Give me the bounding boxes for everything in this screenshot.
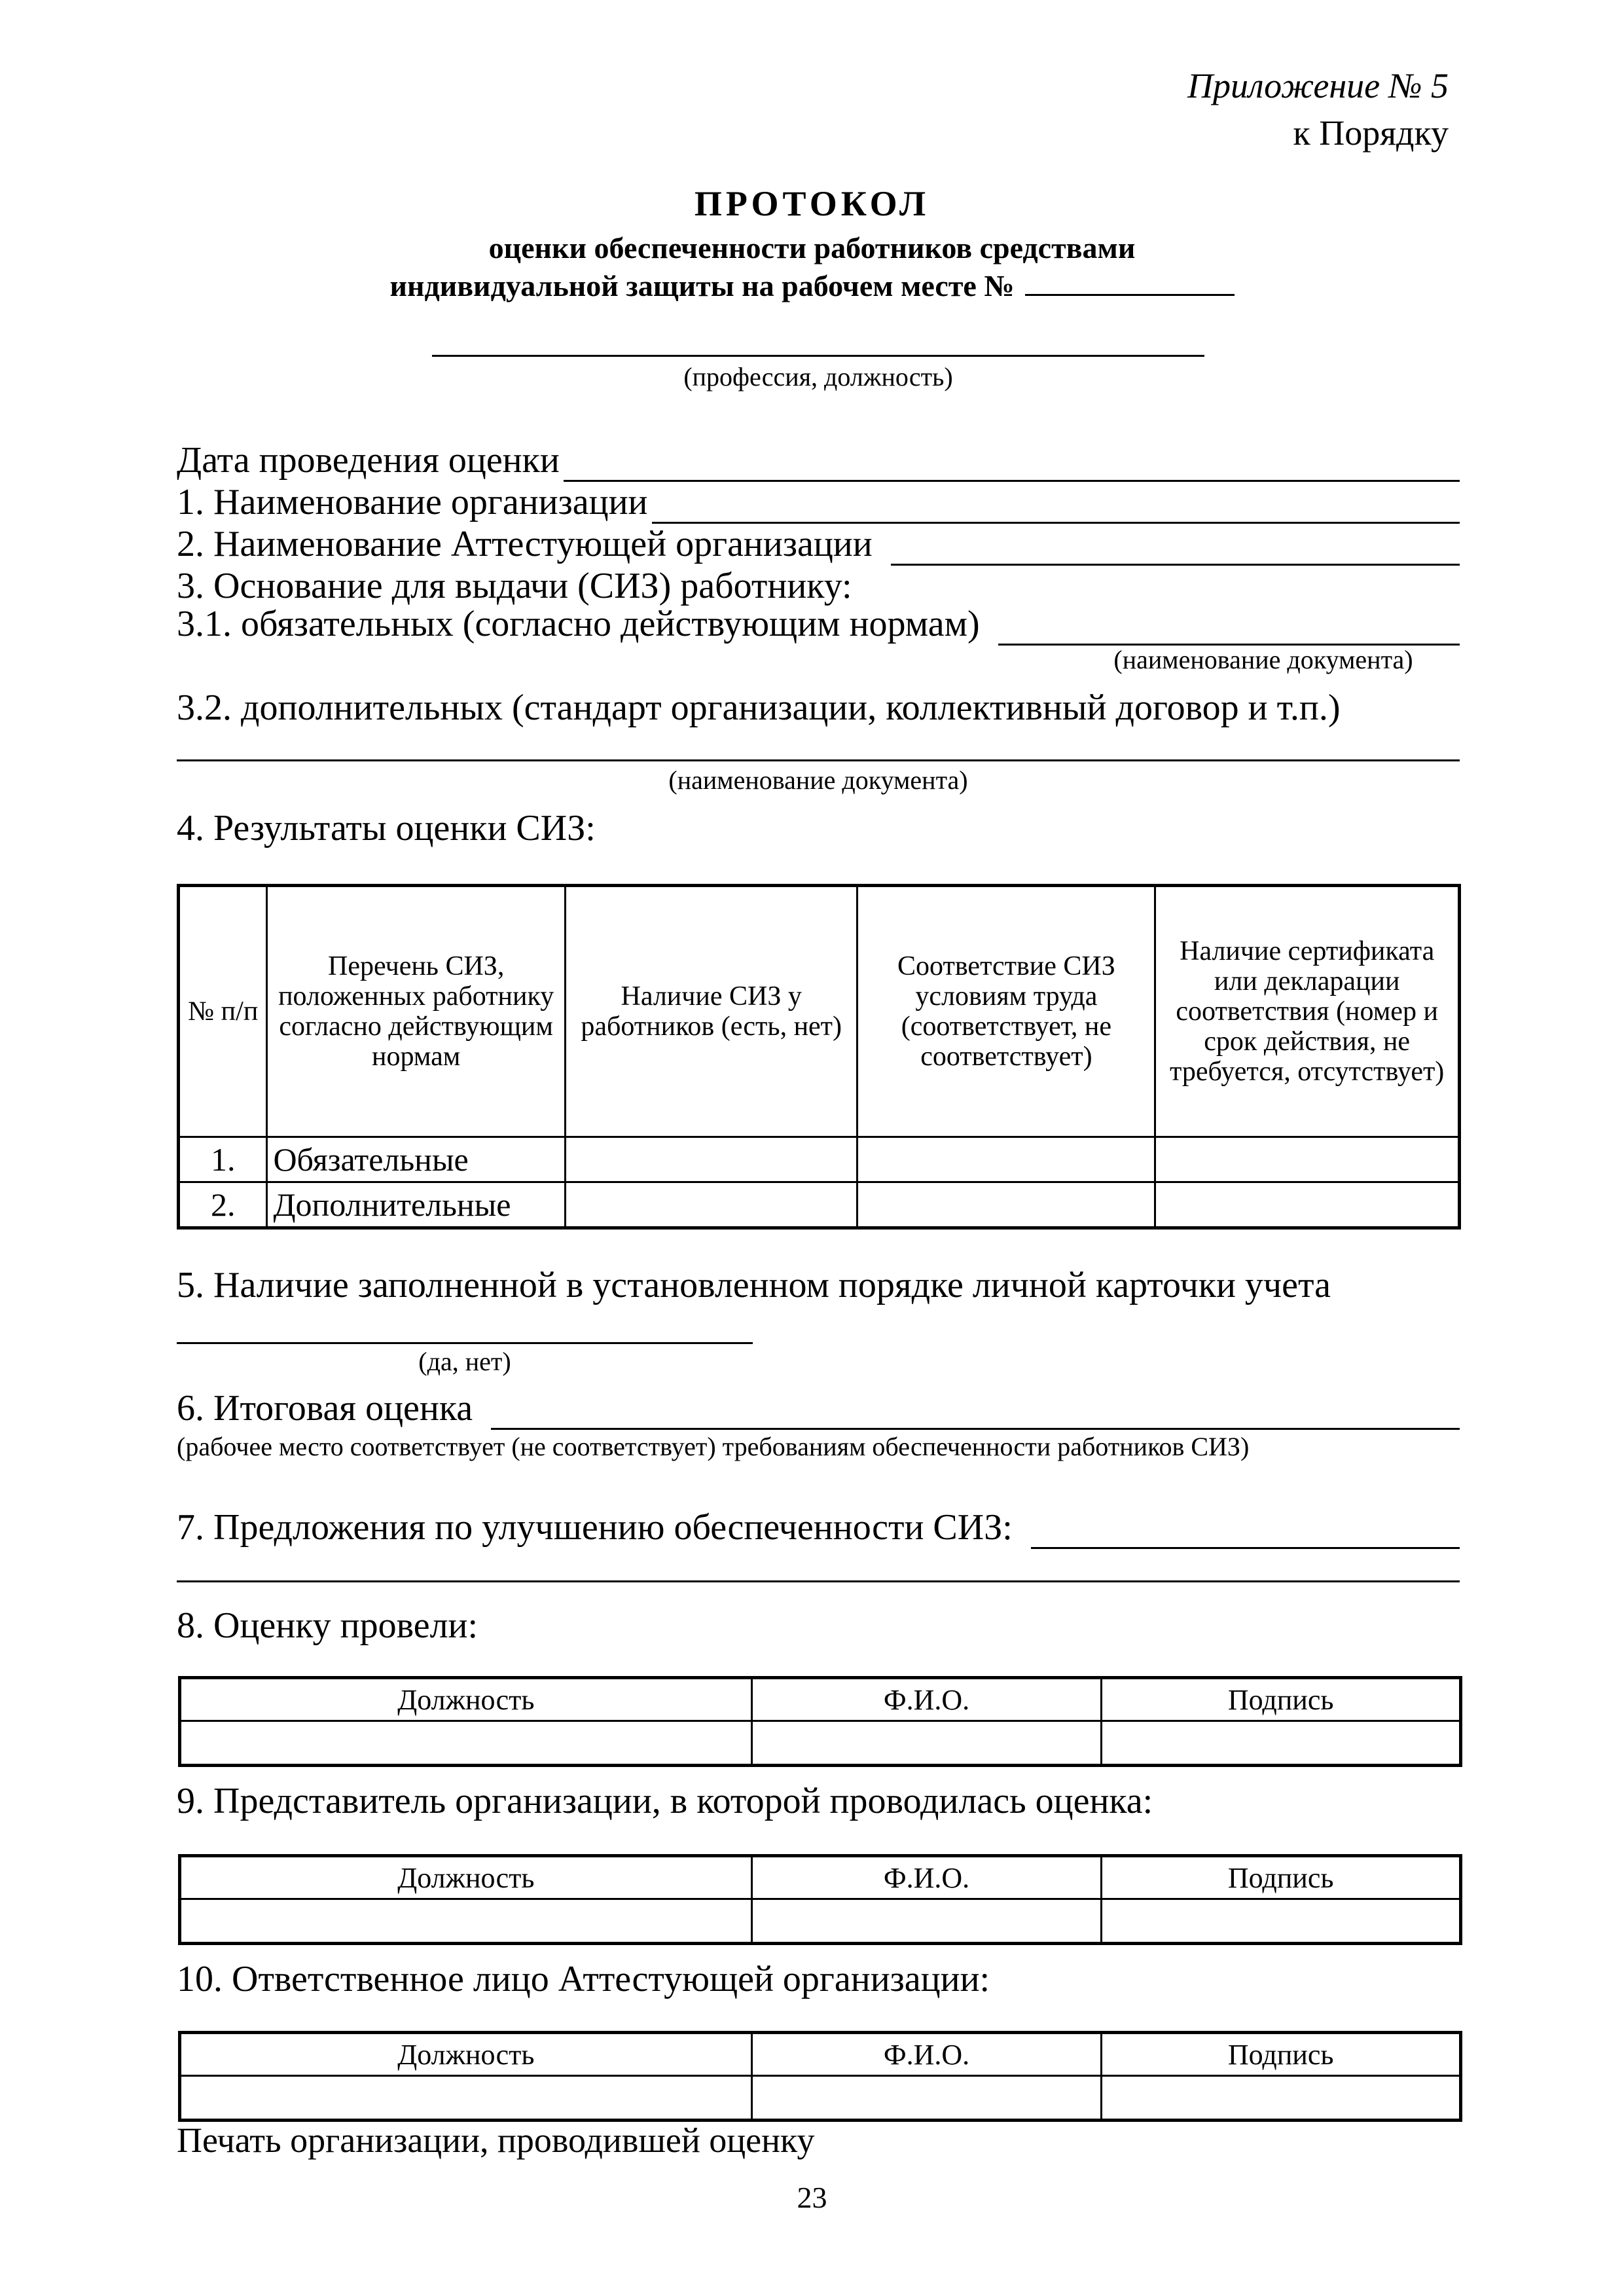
mandatory-label: 3.1. обязательных (согласно действующим нормам) <box>177 604 980 644</box>
section-8-row <box>177 1604 1460 1647</box>
final-assessment-field[interactable] <box>491 1394 1460 1430</box>
annex-order: к Порядку <box>1293 113 1449 153</box>
mandatory-row <box>177 602 1460 646</box>
signature-header-row <box>180 2033 1461 2076</box>
results-row <box>177 807 1460 850</box>
signature-row <box>180 1721 1461 1766</box>
document-subtitle <box>0 229 1624 305</box>
mandatory-doc-caption: (наименование документа) <box>1113 645 1413 674</box>
attest-responsible-signature-table <box>178 2031 1462 2122</box>
document-title: ПРОТОКОЛ <box>694 184 930 223</box>
proposals-field[interactable] <box>1031 1513 1460 1549</box>
signature-header-row <box>180 1856 1461 1899</box>
full-name-cell[interactable] <box>751 1899 1102 1944</box>
header-number: № п/п <box>179 886 267 1137</box>
results-label: 4. Результаты оценки СИЗ: <box>177 808 596 848</box>
section-8-label: 8. Оценку провели: <box>177 1605 478 1646</box>
section-10-row <box>177 1958 1460 2001</box>
position-cell[interactable] <box>180 1899 752 1944</box>
additional-doc-caption: (наименование документа) <box>668 765 968 795</box>
compliance-cell[interactable] <box>857 1182 1155 1228</box>
compliance-cell[interactable] <box>857 1137 1155 1182</box>
org-field[interactable] <box>652 488 1460 524</box>
section-6-note: (рабочее место соответствует (не соответствует) требованиям обеспеченности работников СИЗ) <box>177 1432 1250 1461</box>
header-signature: Подпись <box>1102 2033 1461 2076</box>
section-9-label: 9. Представитель организации, в которой проводилась оценка: <box>177 1781 1153 1821</box>
workplace-number-field[interactable] <box>1025 268 1235 296</box>
attest-org-field[interactable] <box>891 530 1460 566</box>
signature-row <box>180 2076 1461 2121</box>
availability-cell[interactable] <box>565 1137 857 1182</box>
subtitle-line-1: оценки обеспеченности работников средствами <box>488 231 1136 264</box>
section-5-row <box>177 1264 1460 1307</box>
header-certificate: Наличие сертификата или декларации соответствия (номер и срок действия, не требуется, отсутствует) <box>1155 886 1460 1137</box>
attest-org-row <box>177 522 1460 566</box>
date-field[interactable] <box>564 446 1460 482</box>
signature-cell[interactable] <box>1102 1721 1461 1766</box>
certificate-cell[interactable] <box>1155 1182 1460 1228</box>
stamp-label: Печать организации, проводившей оценку <box>177 2121 815 2160</box>
attest-org-label: 2. Наименование Аттестующей организации <box>177 524 873 564</box>
table-row <box>179 1182 1460 1228</box>
position-cell[interactable] <box>180 2076 752 2121</box>
header-full-name: Ф.И.О. <box>751 2033 1102 2076</box>
header-position: Должность <box>180 1856 752 1899</box>
availability-cell[interactable] <box>565 1182 857 1228</box>
basis-row <box>177 564 1460 608</box>
section-7-row <box>177 1506 1460 1549</box>
proposals-field-continued[interactable] <box>177 1580 1460 1582</box>
section-6-label: 6. Итоговая оценка <box>177 1388 473 1429</box>
section-7-label: 7. Предложения по улучшению обеспеченности СИЗ: <box>177 1507 1013 1548</box>
section-5-label: 5. Наличие заполненной в установленном порядке личной карточки учета <box>177 1265 1331 1305</box>
additional-doc-field[interactable] <box>177 759 1460 761</box>
signature-cell[interactable] <box>1102 2076 1461 2121</box>
position-cell[interactable] <box>180 1721 752 1766</box>
profession-field[interactable] <box>432 355 1204 357</box>
page-number: 23 <box>797 2181 827 2214</box>
row-number: 1. <box>179 1137 267 1182</box>
header-signature: Подпись <box>1102 1678 1461 1721</box>
signature-header-row <box>180 1678 1461 1721</box>
full-name-cell[interactable] <box>751 2076 1102 2121</box>
results-table <box>177 884 1461 1230</box>
date-label: Дата проведения оценки <box>177 440 560 481</box>
certificate-cell[interactable] <box>1155 1137 1460 1182</box>
header-ppe-availability: Наличие СИЗ у работников (есть, нет) <box>565 886 857 1137</box>
basis-label: 3. Основание для выдачи (СИЗ) работнику: <box>177 566 852 606</box>
date-row <box>177 439 1460 482</box>
row-number: 2. <box>179 1182 267 1228</box>
header-ppe-list: Перечень СИЗ, положенных работнику согласно действующим нормам <box>267 886 566 1137</box>
header-full-name: Ф.И.О. <box>751 1856 1102 1899</box>
profession-caption: (профессия, должность) <box>683 362 953 392</box>
yes-no-caption: (да, нет) <box>418 1347 511 1376</box>
personal-card-field[interactable] <box>177 1342 753 1344</box>
org-row <box>177 481 1460 524</box>
header-signature: Подпись <box>1102 1856 1461 1899</box>
annex-number: Приложение № 5 <box>1187 66 1449 105</box>
signature-cell[interactable] <box>1102 1899 1461 1944</box>
header-position: Должность <box>180 1678 752 1721</box>
row-name: Обязательные <box>267 1137 566 1182</box>
org-representative-signature-table <box>178 1854 1462 1945</box>
additional-label: 3.2. дополнительных (стандарт организации, коллективный договор и т.п.) <box>177 687 1341 728</box>
signature-row <box>180 1899 1461 1944</box>
full-name-cell[interactable] <box>751 1721 1102 1766</box>
mandatory-doc-field[interactable] <box>998 610 1460 646</box>
table-row <box>179 1137 1460 1182</box>
results-header-row <box>179 886 1460 1137</box>
section-6-row <box>177 1387 1460 1430</box>
assessors-signature-table <box>178 1676 1462 1767</box>
org-label: 1. Наименование организации <box>177 482 648 522</box>
section-9-row <box>177 1779 1460 1823</box>
section-10-label: 10. Ответственное лицо Аттестующей организации: <box>177 1959 990 1999</box>
header-ppe-compliance: Соответствие СИЗ условиям труда (соответствует, не соответствует) <box>857 886 1155 1137</box>
header-position: Должность <box>180 2033 752 2076</box>
subtitle-line-2: индивидуальной защиты на рабочем месте № <box>389 269 1015 302</box>
annex-reference <box>1187 62 1449 156</box>
row-name: Дополнительные <box>267 1182 566 1228</box>
additional-row <box>177 686 1460 729</box>
header-full-name: Ф.И.О. <box>751 1678 1102 1721</box>
